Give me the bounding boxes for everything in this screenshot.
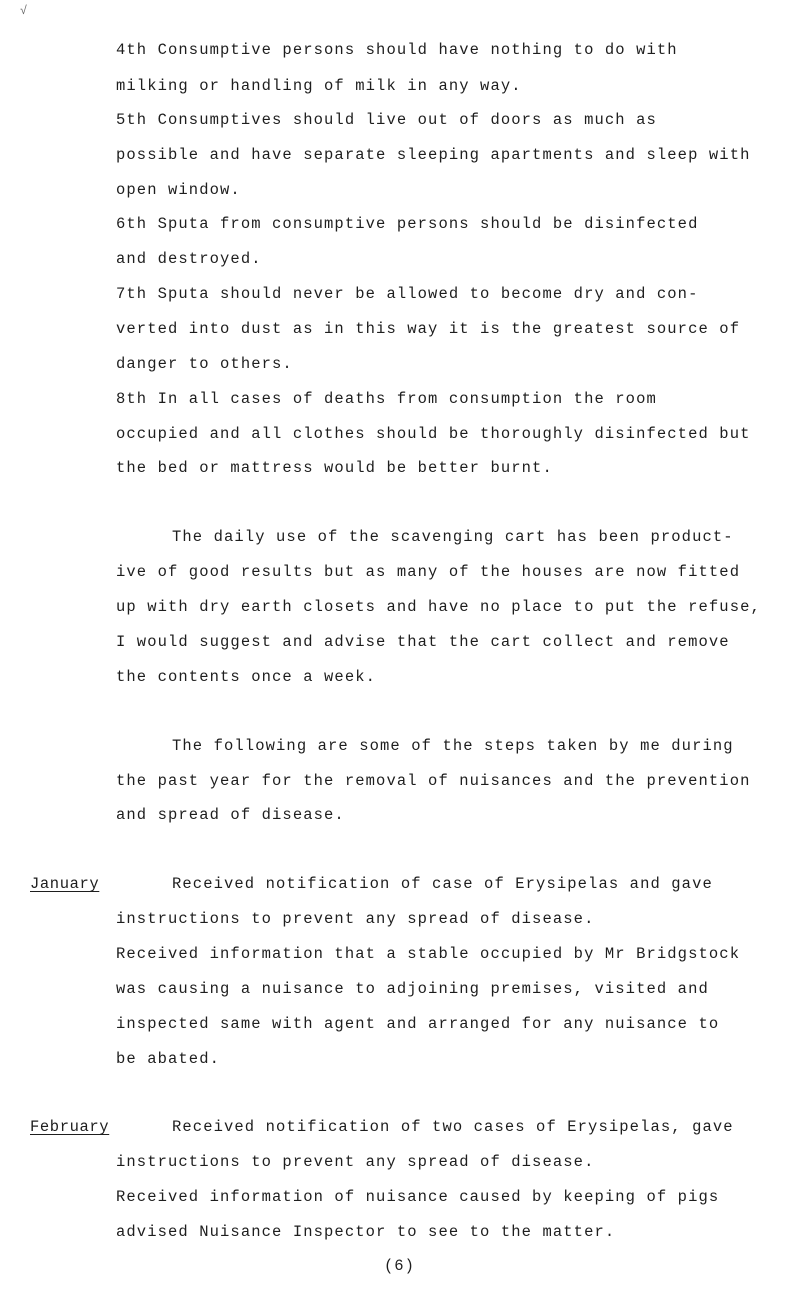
text-line: inspected same with agent and arranged for any nuisance to — [116, 1014, 720, 1033]
text-line: milking or handling of milk in any way. — [116, 76, 522, 95]
text-line: and destroyed. — [116, 250, 262, 269]
text-line: The following are some of the steps taken by me during — [172, 736, 734, 755]
text-line: be abated. — [116, 1049, 221, 1068]
text-line: 6th Sputa from consumptive persons should be disinfected — [116, 215, 699, 234]
text-line: open window. — [116, 180, 241, 199]
text-line: ive of good results but as many of the houses are now fitted — [116, 563, 741, 582]
page-number: (6) — [384, 1257, 415, 1275]
month-label: February — [30, 1118, 110, 1137]
text-line: 5th Consumptives should live out of doors as much as — [116, 110, 657, 129]
text-line: 7th Sputa should never be allowed to become dry and con- — [116, 285, 699, 304]
month-label: January — [30, 875, 100, 894]
text-line: the past year for the removal of nuisances and the prevention — [116, 771, 751, 790]
text-line: Received notification of two cases of Erysipelas, gave — [172, 1118, 734, 1137]
text-line: instructions to prevent any spread of disease. — [116, 910, 595, 929]
text-line: Received information of nuisance caused by keeping of pigs — [116, 1188, 720, 1207]
text-line: The daily use of the scavenging cart has been product- — [172, 528, 734, 547]
text-line: the bed or mattress would be better burnt. — [116, 459, 553, 478]
text-line: advised Nuisance Inspector to see to the matter. — [116, 1223, 616, 1241]
text-line: possible and have separate sleeping apartments and sleep with — [116, 145, 751, 164]
text-line: instructions to prevent any spread of disease. — [116, 1153, 595, 1172]
text-line: 8th In all cases of deaths from consumption the room — [116, 389, 657, 408]
text-line: verted into dust as in this way it is the greatest source of — [116, 320, 741, 338]
corner-check-mark: √ — [20, 4, 28, 18]
text-line: Received information that a stable occupied by Mr Bridgstock — [116, 945, 741, 963]
text-line: danger to others. — [116, 354, 293, 373]
text-line: was causing a nuisance to adjoining premises, visited and — [116, 979, 709, 998]
text-line: 4th Consumptive persons should have nothing to do with — [116, 41, 678, 59]
text-line: I would suggest and advise that the cart collect and remove — [116, 632, 730, 651]
text-line: Received notification of case of Erysipelas and gave — [172, 875, 713, 894]
text-line: up with dry earth closets and have no place to put the refuse, — [116, 598, 761, 616]
text-line: occupied and all clothes should be thoroughly disinfected but — [116, 424, 751, 443]
text-line: the contents once a week. — [116, 667, 377, 686]
text-line: and spread of disease. — [116, 806, 345, 825]
